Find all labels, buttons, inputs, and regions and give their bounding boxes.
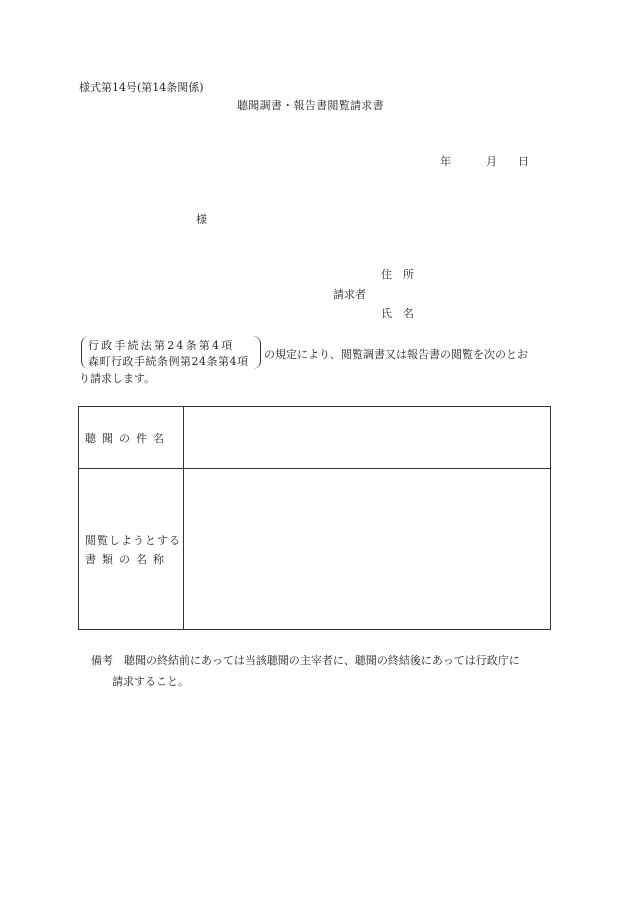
body-text-line1: の規定により、閲覧調書又は報告書の閲覧を次のとお [264, 348, 528, 361]
note-line2: 請求すること。 [112, 675, 189, 688]
document-name-field[interactable] [184, 469, 551, 630]
date-line [440, 156, 529, 167]
table-row-hearing-title [79, 407, 551, 469]
request-table [78, 406, 551, 630]
addressee-suffix: 様 [196, 213, 207, 226]
address-label: 住 所 [381, 268, 414, 281]
document-title: 聴聞調書・報告書閲覧請求書 [237, 99, 384, 112]
note-line1: 備考 聴聞の終結前にあっては当該聴聞の主宰者に、聴聞の終結後にあっては行政庁に [91, 654, 520, 667]
date-day: 日 [518, 155, 529, 168]
legal-basis-ordinance: 森町行政手続条例第24条第4項 [88, 355, 249, 368]
requester-label: 請求者 [333, 288, 366, 301]
date-year: 年 [440, 155, 451, 168]
body-text-line2: り請求します。 [79, 372, 156, 385]
document-name-label: 閲覧しようとする 書類の名称 [79, 469, 184, 630]
table-row-document-name [79, 469, 551, 630]
form-number: 様式第14号(第14条関係) [79, 81, 204, 94]
hearing-title-field[interactable] [184, 407, 551, 469]
date-month: 月 [486, 155, 497, 168]
hearing-title-label: 聴聞の件名 [79, 407, 184, 469]
legal-basis-law: 行政手続法第24条第4項 [88, 339, 235, 352]
name-label: 氏 名 [381, 307, 414, 320]
